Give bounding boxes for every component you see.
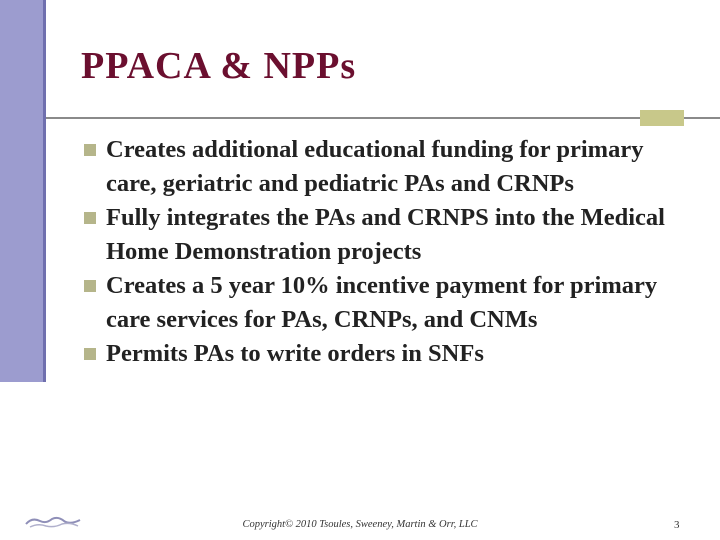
square-bullet-icon [84, 348, 96, 360]
bullet-text: Creates additional educational funding for primary care, geriatric and pediatric PAs and CRNPs [106, 136, 644, 197]
bullet-item [84, 269, 694, 337]
bullet-text: Creates a 5 year 10% incentive payment for primary care services for PAs, CRNPs, and CNMs [106, 272, 658, 333]
bullet-item [84, 337, 694, 371]
title-divider-accent [640, 110, 684, 126]
square-bullet-icon [84, 280, 96, 292]
bullet-item [84, 133, 694, 201]
bullet-text: Permits PAs to write orders in SNFs [106, 340, 484, 367]
page-number: 3 [674, 519, 680, 531]
title-divider [46, 117, 720, 119]
bullet-list [84, 133, 694, 371]
footer-copyright: Copyright© 2010 Tsoules, Sweeney, Martin & Orr, LLC [242, 519, 478, 530]
square-bullet-icon [84, 144, 96, 156]
square-bullet-icon [84, 212, 96, 224]
bullet-text: Fully integrates the PAs and CRNPS into the Medical Home Demonstration projects [106, 204, 665, 265]
bullet-item [84, 201, 694, 269]
slide-title: PPACA & NPPs [81, 45, 357, 87]
left-accent-bar [0, 0, 46, 382]
